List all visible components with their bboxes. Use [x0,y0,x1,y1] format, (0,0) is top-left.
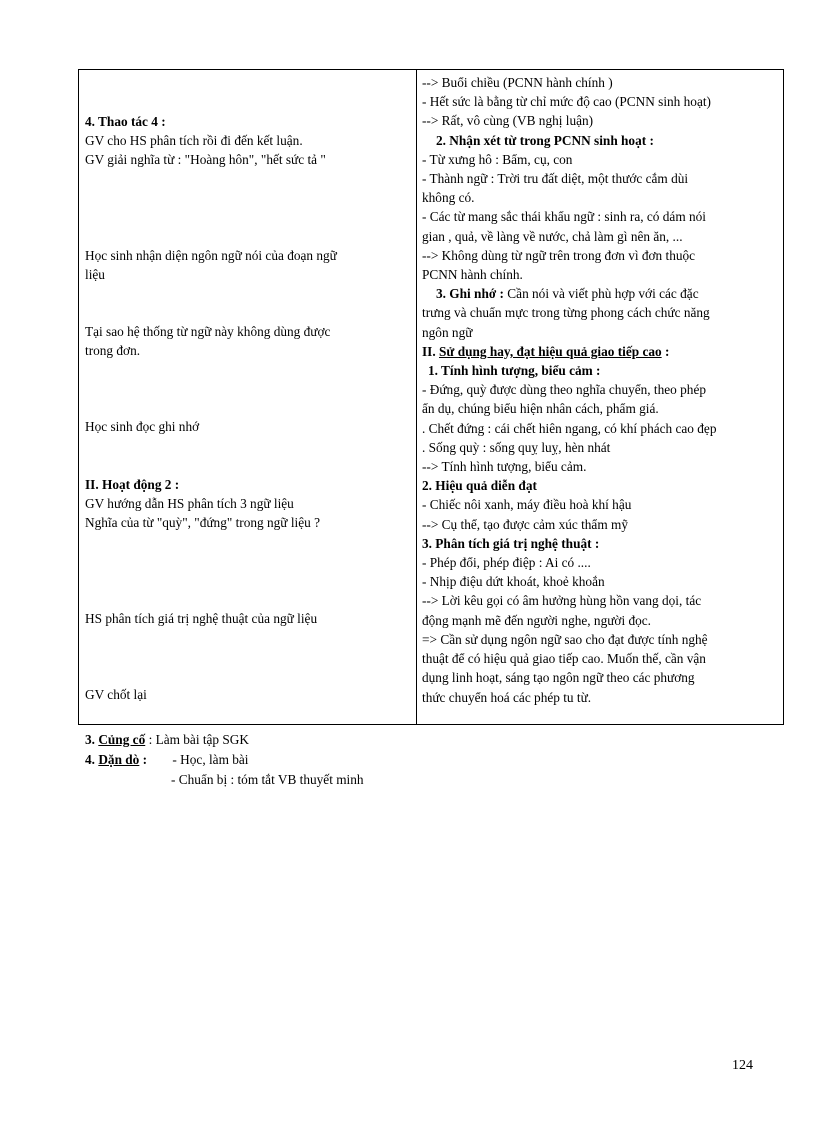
content-line: --> Cụ thể, tạo được cảm xúc thẩm mỹ [422,516,628,532]
content-line: dụng linh hoạt, sáng tạo ngôn ngữ theo các phương [422,670,695,686]
lesson-table [78,69,784,725]
section-colon: : [661,343,670,359]
consolidate-label: Củng cố [98,732,146,747]
activity2-line1: GV hướng dẫn HS phân tích 3 ngữ liệu [85,496,294,511]
content-line: 3. Phân tích giá trị nghệ thuật : [422,535,600,551]
consolidate-line [85,730,364,750]
content-line: - Hết sức là bằng từ chỉ mức độ cao (PCNN sinh hoạt) [422,94,711,110]
assign-item1: - Học, làm bài [172,752,249,767]
activity4-line2: GV giải nghĩa từ : "Hoàng hôn", "hết sức tả " [85,152,326,167]
read-memo: Học sinh đọc ghi nhớ [85,419,200,434]
content-line: - Từ xưng hô : Bẩm, cụ, con [422,151,573,167]
content-line: không có. [422,190,475,206]
content-line: ẩn dụ, chúng biểu hiện nhân cách, phẩm giá. [422,401,659,417]
content-lines [417,70,783,707]
content-line: --> Tính hình tượng, biểu cảm. [422,459,587,475]
consolidate-text: : Làm bài tập SGK [148,732,250,747]
content-line: - Chiếc nôi xanh, máy điều hoà khí hậu [422,497,632,513]
activity2-line2: Nghĩa của từ "quỳ", "đứng" trong ngữ liệu ? [85,515,320,530]
activity2-title: II. Hoạt động 2 : [85,477,180,492]
assign-colon: : [142,752,148,767]
content-line: thuật để có hiệu quả giao tiếp cao. Muốn thế, cần vận [422,651,706,667]
consolidate-num: 3. [85,732,95,747]
content-line: --> Buổi chiều (PCNN hành chính ) [422,75,613,90]
page-number: 124 [732,1058,753,1073]
content-line: --> Không dùng từ ngữ trên trong đơn vì đơn thuộc [422,247,696,263]
assign-num: 4. [85,752,95,767]
section-title: Sử dụng hay, đạt hiệu quả giao tiếp cao [439,343,662,359]
content-line: trưng và chuẩn mực trong từng phong cách chức năng [422,305,710,321]
content-line: . Sống quỳ : sống quỵ luỵ, hèn nhát [422,439,611,455]
memo-heading: 3. Ghi nhớ : [436,286,504,302]
lesson-footer [85,730,364,790]
assign-line [85,750,364,770]
content-line: - Thành ngữ : Trời tru đất diệt, một thước cắm dùi [422,171,689,187]
content-line: . Chết đứng : cái chết hiên ngang, có khí phách cao đẹp [422,420,717,436]
content-line: PCNN hành chính. [422,267,523,283]
content-line [422,342,779,361]
identify-line2: liệu [85,267,105,282]
content-line: - Đứng, quỳ được dùng theo nghĩa chuyển, theo phép [422,382,707,398]
identify-line1: Học sinh nhận diện ngôn ngữ nói của đoạn ngữ [85,248,337,263]
content-line: - Phép đổi, phép điệp : Ai có .... [422,555,591,571]
teacher-activity-column [79,70,417,725]
content-line [422,284,779,303]
content-line: - Các từ mang sắc thái khẩu ngữ : sinh ra, có dám nói [422,209,706,225]
memo-text: Cần nói và viết phù hợp với các đặc [503,286,699,302]
why-line1: Tại sao hệ thống từ ngữ này không dùng được [85,324,331,339]
content-line: động mạnh mẽ đến người nghe, người đọc. [422,612,652,628]
assign-item2: - Chuẩn bị : tóm tắt VB thuyết minh [171,772,364,787]
content-column [417,70,784,725]
section-number: II. [422,343,439,359]
content-line: 2. Hiệu quả diễn đạt [422,478,537,494]
content-line: - Nhịp điệu dứt khoát, khoẻ khoắn [422,574,605,590]
content-line: --> Rất, vô cùng (VB nghị luận) [422,113,594,129]
activity4-title: 4. Thao tác 4 : [85,114,166,129]
why-line2: trong đơn. [85,343,141,358]
content-line: gian , quả, về làng về nước, chả làm gì nên ăn, ... [422,228,683,244]
content-line: => Cần sử dụng ngôn ngữ sao cho đạt được tính nghệ [422,631,708,647]
content-line: 2. Nhận xét từ trong PCNN sinh hoạt : [436,132,654,148]
activity4-line1: GV cho HS phân tích rồi đi đến kết luận. [85,133,303,148]
content-line: ngôn ngữ [422,324,473,340]
content-line: thức chuyển hoá các phép tu từ. [422,689,592,705]
assign-label: Dặn dò [98,752,140,767]
content-line: 1. Tính hình tượng, biểu cảm : [428,363,601,379]
teacher-conclude: GV chốt lại [85,687,147,702]
lesson-row [79,70,784,725]
content-line: --> Lời kêu gọi có âm hưởng hùng hồn vang dọi, tác [422,593,702,609]
analyze-art: HS phân tích giá trị nghệ thuật của ngữ liệu [85,611,318,626]
